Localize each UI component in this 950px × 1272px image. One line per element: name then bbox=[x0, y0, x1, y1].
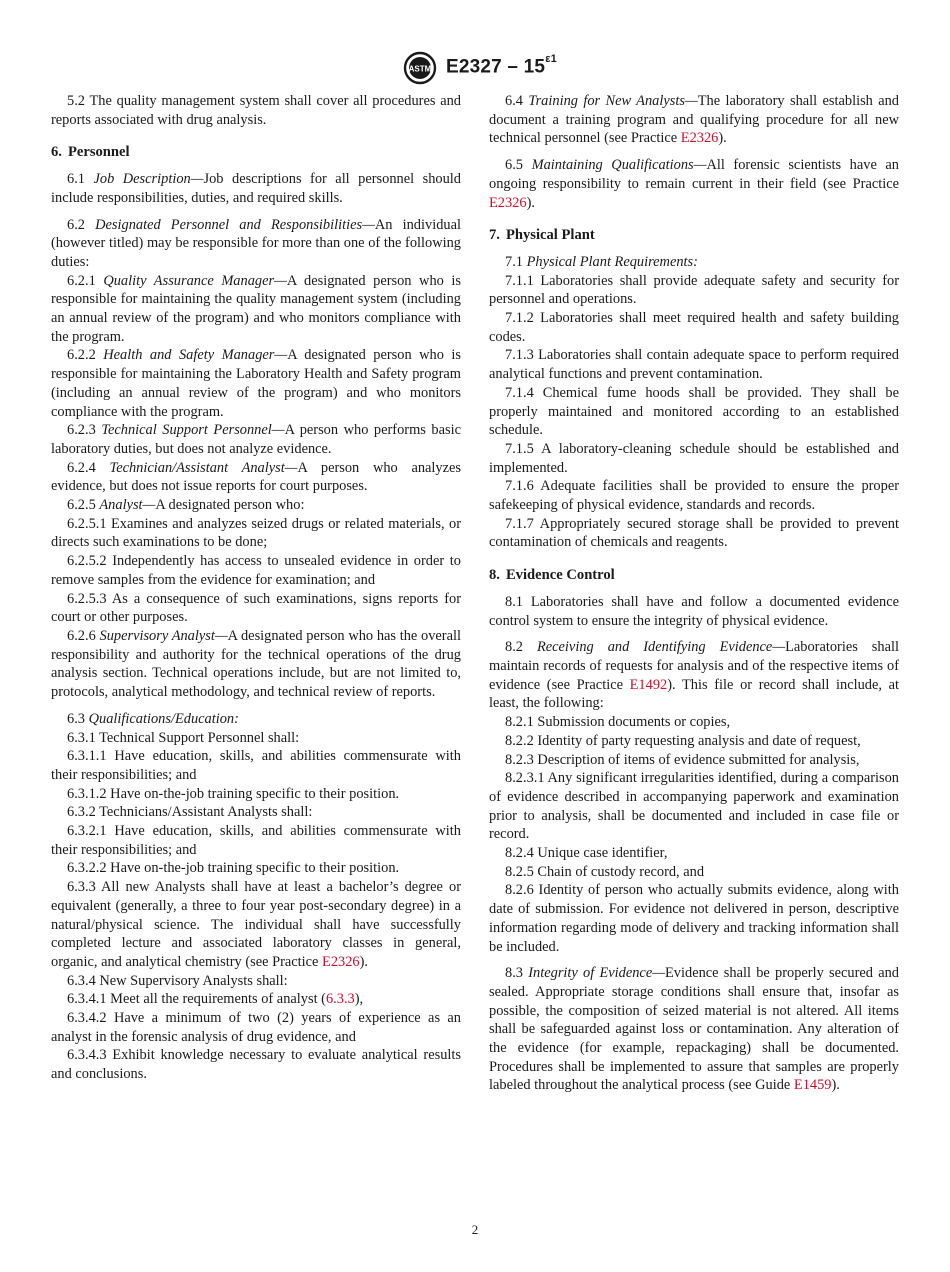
paragraph-6-1: 6.1 Job Description—Job descriptions for all personnel should include responsibilities, duties, and required skills. bbox=[51, 171, 461, 206]
link-e2326[interactable]: E2326 bbox=[489, 194, 527, 211]
paragraph-8-2-3: 8.2.3 Description of items of evidence submitted for analysis, bbox=[505, 751, 860, 768]
paragraph-6-3-1: 6.3.1 Technical Support Personnel shall: bbox=[67, 729, 300, 746]
paragraph-6-2-5: 6.2.5 Analyst—A designated person who: bbox=[67, 497, 305, 514]
paragraph-6-5: 6.5 Maintaining Qualifications—All forensic scientists have an ongoing responsibility to remain current in their field (see Practice E2326). bbox=[489, 157, 899, 211]
right-column bbox=[489, 92, 899, 1095]
paragraph-7-1-3: 7.1.3 Laboratories shall contain adequate space to perform required analytical functions and prevent contamination. bbox=[489, 347, 899, 383]
link-e1492[interactable]: E1492 bbox=[629, 676, 668, 693]
paragraph-6-3-1-2: 6.3.1.2 Have on-the-job training specific to their position. bbox=[67, 785, 400, 802]
paragraph-7-1-7: 7.1.7 Appropriately secured storage shall be provided to prevent contamination of chemicals and reagents. bbox=[489, 515, 899, 551]
paragraph-6-3-3: 6.3.3 All new Analysts shall have at least a bachelor’s degree or equivalent (generally, a three to four year post-secondary degree) in a natural/physical science. The individual shall have successfully completed lecture and associated laboratory classes in general, organic, and analytical chemistry (see Practice E2326). bbox=[51, 879, 461, 970]
paragraph-7-1-2: 7.1.2 Laboratories shall meet required health and safety building codes. bbox=[489, 310, 899, 345]
paragraph-8-2-2: 8.2.2 Identity of party requesting analysis and date of request, bbox=[505, 732, 861, 749]
paragraph-8-1: 8.1 Laboratories shall have and follow a documented evidence control system to ensure the integrity of physical evidence. bbox=[489, 593, 899, 629]
paragraph-6-3: 6.3 Qualifications/Education: bbox=[67, 710, 239, 727]
page-number: 2 bbox=[471, 1222, 479, 1237]
paragraph-6-3-4: 6.3.4 New Supervisory Analysts shall: bbox=[67, 972, 288, 989]
paragraph-8-2-4: 8.2.4 Unique case identifier, bbox=[505, 845, 668, 862]
paragraph-6-2-4: 6.2.4 Technician/Assistant Analyst—A person who analyzes evidence, but does not issue reports for court purposes. bbox=[51, 459, 461, 495]
doc-id-superscript: ε1 bbox=[545, 53, 557, 65]
paragraph-6-3-2-2: 6.3.2.2 Have on-the-job training specific to their position. bbox=[67, 860, 400, 877]
paragraph-6-3-2-1: 6.3.2.1 Have education, skills, and abilities commensurate with their responsibilities; and bbox=[51, 823, 461, 858]
document-designation bbox=[446, 53, 557, 78]
paragraph-8-2: 8.2 Receiving and Identifying Evidence—Laboratories shall maintain records of requests for analysis and of the respective items of evidence (see Practice E1492). This file or record shall include, at least, the following: bbox=[489, 639, 899, 712]
paragraph-8-2-5: 8.2.5 Chain of custody record, and bbox=[505, 863, 705, 880]
paragraph-6-2-5-2: 6.2.5.2 Independently has access to unsealed evidence in order to remove samples from the evidence for examination; and bbox=[51, 553, 461, 588]
paragraph-7-1-6: 7.1.6 Adequate facilities shall be provided to ensure the proper safekeeping of physical evidence, standards and records. bbox=[489, 478, 899, 514]
link-e2326[interactable]: E2326 bbox=[680, 130, 719, 147]
page-header bbox=[0, 51, 950, 87]
paragraph-8-2-1: 8.2.1 Submission documents or copies, bbox=[505, 714, 731, 731]
paragraph-8-2-6: 8.2.6 Identity of person who actually submits evidence, along with date of submission. For evidence not delivered in person, descriptive information regarding mode of delivery and tracking information shall be included. bbox=[489, 882, 899, 955]
section-7-heading: 7. Physical Plant bbox=[489, 227, 595, 244]
paragraph-6-2-2: 6.2.2 Health and Safety Manager—A designated person who is responsible for maintaining the Laboratory Health and Safety program (including an annual review of the program) and who monitors compliance with the program. bbox=[51, 347, 461, 420]
paragraph-6-4: 6.4 Training for New Analysts—The laboratory shall establish and document a training program and qualifying procedure for all new technical personnel (see Practice E2326). bbox=[489, 93, 900, 147]
section-8-heading: 8. Evidence Control bbox=[489, 567, 615, 584]
paragraph-6-3-4-1: 6.3.4.1 Meet all the requirements of analyst (6.3.3), bbox=[67, 991, 364, 1008]
left-column bbox=[51, 92, 461, 1084]
section-6-heading: 6. Personnel bbox=[51, 144, 130, 161]
paragraph-6-2-5-1: 6.2.5.1 Examines and analyzes seized drugs or related materials, or directs such examinations to be done; bbox=[51, 515, 461, 551]
paragraph-6-3-4-2: 6.3.4.2 Have a minimum of two (2) years of experience as an analyst in the forensic analysis of drug evidence, and bbox=[51, 1010, 461, 1045]
paragraph-6-3-1-1: 6.3.1.1 Have education, skills, and abilities commensurate with their responsibilities; and bbox=[51, 748, 461, 783]
paragraph-5-2: 5.2 The quality management system shall cover all procedures and reports associated with drug analysis. bbox=[51, 93, 461, 128]
doc-id-text: E2327 – 15 bbox=[446, 56, 546, 78]
paragraph-6-2-6: 6.2.6 Supervisory Analyst—A designated person who has the overall responsibility and authority for the technical operations of the drug analysis section. Technical operations include, but are not limited to, protocols, analytical methodology, and technical review of reports. bbox=[51, 627, 461, 701]
paragraph-6-2-5-3: 6.2.5.3 As a consequence of such examinations, signs reports for court or other purposes. bbox=[51, 590, 461, 626]
astm-logo-icon bbox=[403, 51, 437, 85]
paragraph-6-2-1: 6.2.1 Quality Assurance Manager—A designated person who is responsible for maintaining the quality management system (including an annual review of the program) and who monitors compliance with the program. bbox=[51, 272, 461, 345]
paragraph-6-3-2: 6.3.2 Technicians/Assistant Analysts shall: bbox=[67, 804, 313, 821]
paragraph-7-1-4: 7.1.4 Chemical fume hoods shall be provided. They shall be properly maintained and monitored according to an established schedule. bbox=[489, 384, 899, 439]
link-e1459[interactable]: E1459 bbox=[793, 1077, 832, 1094]
paragraph-6-2: 6.2 Designated Personnel and Responsibilities—An individual (however titled) may be responsible for more than one of the following duties: bbox=[51, 216, 461, 270]
paragraph-7-1-5: 7.1.5 A laboratory-cleaning schedule should be established and implemented. bbox=[489, 440, 899, 476]
link-6-3-3[interactable]: 6.3.3 bbox=[325, 991, 355, 1008]
paragraph-8-2-3-1: 8.2.3.1 Any significant irregularities identified, during a comparison of evidence described in accompanying paperwork and examination prior to analysis, shall be documented and included in case file or record. bbox=[489, 770, 899, 843]
logo-text: ASTM bbox=[408, 64, 432, 74]
paragraph-7-1: 7.1 Physical Plant Requirements: bbox=[505, 253, 698, 270]
paragraph-6-3-4-3: 6.3.4.3 Exhibit knowledge necessary to evaluate analytical results and conclusions. bbox=[51, 1047, 461, 1083]
paragraph-6-2-3: 6.2.3 Technical Support Personnel—A person who performs basic laboratory duties, but does not analyze evidence. bbox=[51, 422, 461, 457]
paragraph-7-1-1: 7.1.1 Laboratories shall provide adequate safety and security for personnel and operations. bbox=[489, 272, 899, 308]
paragraph-8-3: 8.3 Integrity of Evidence—Evidence shall be properly secured and sealed. Appropriate storage conditions shall ensure that, insofar as possible, the composition of seized material is not altered. All items shall be safeguarded against loss or contamination. Any alteration of the evidence (for example, repackaging) shall be documented. Procedures shall be implemented to assure that samples are properly labeled throughout the analytical process (see Guide E1459). bbox=[489, 965, 899, 1094]
link-e2326[interactable]: E2326 bbox=[322, 953, 360, 970]
